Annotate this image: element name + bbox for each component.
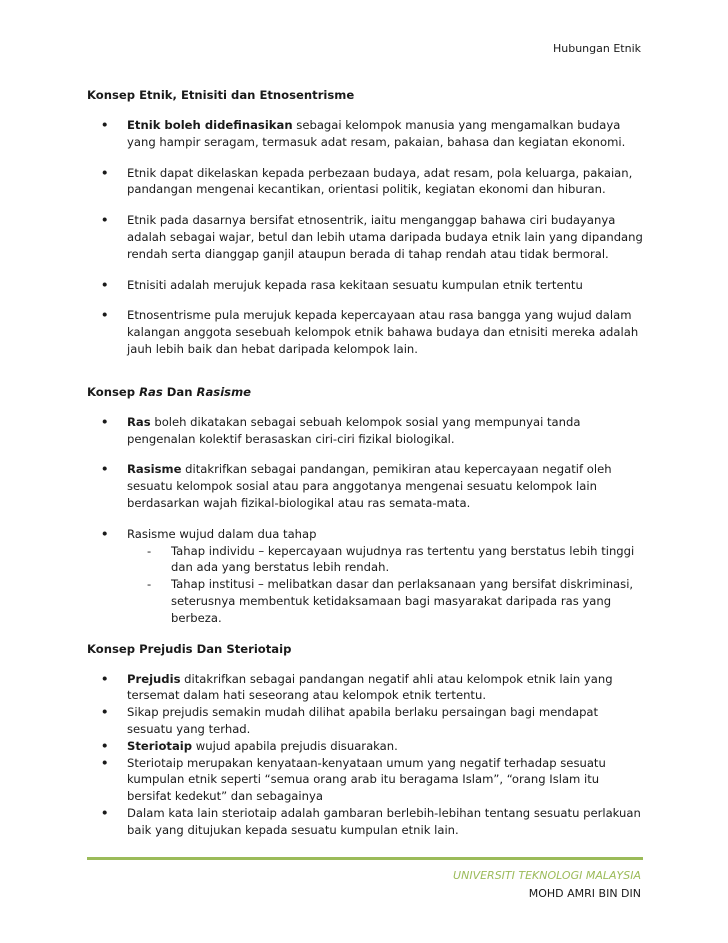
list-item: • Rasisme wujud dalam dua tahap - Tahap individu – kepercayaan wujudnya ras tertentu yang berstatus lebih tinggi dan ada yang berstatus lebih rendah. - Tahap institusi – melibatkan dasar dan perlaksanaan yang bersifat diskriminasi, seterusnya membentuk ketidaksamaan bagi masyarakat daripada ras yang berbeza. xyxy=(87,526,647,627)
list-item: • Etnik dapat dikelaskan kepada perbezaan budaya, adat resam, pola keluarga, pakaian, pandangan mengenai kecantikan, orientasi politik, kegiatan ekonomi dan hiburan. xyxy=(87,165,647,199)
rasisme-sublist xyxy=(127,543,647,627)
list-item: • Etnosentrisme pula merujuk kepada kepercayaan atau rasa bangga yang wujud dalam kalangan anggota sesebuah kelompok etnik bahawa budaya dan etnisiti mereka adalah jauh lebih baik dan hebat daripada kelompok lain. xyxy=(87,307,647,357)
list-item: • Etnik boleh didefinasikan sebagai kelompok manusia yang mengamalkan budaya yang hampir seragam, termasuk adat resam, pakaian, bahasa dan kegiatan ekonomi. xyxy=(87,117,647,151)
sub-list-item: - Tahap individu – kepercayaan wujudnya ras tertentu yang berstatus lebih tinggi dan ada yang berstatus lebih rendah. xyxy=(127,543,647,577)
section-title-etnik: Konsep Etnik, Etnisiti dan Etnosentrisme xyxy=(87,88,355,102)
list-item: • Etnik pada dasarnya bersifat etnosentrik, iaitu menganggap bahawa ciri budayanya adalah sebagai wajar, betul dan lebih utama daripada budaya etnik lain yang dipandang rendah serta dianggap ganjil ataupun berada di tahap rendah atau tidak bermoral. xyxy=(87,212,647,262)
document-body xyxy=(87,87,647,839)
section-title-ras: Konsep Ras Dan Rasisme xyxy=(87,384,252,399)
list-item: • Rasisme ditakrifkan sebagai pandangan, pemikiran atau kepercayaan negatif oleh sesuatu kelompok sosial atau para anggotanya mengenai sesuatu kelompok lain berdasarkan wajah fizikal-biologikal atau ras semata-mata. xyxy=(87,461,647,511)
list-item: • Ras boleh dikatakan sebagai sebuah kelompok sosial yang mempunyai tanda pengenalan kolektif berasaskan ciri-ciri fizikal biologikal. xyxy=(87,414,647,448)
list-item: • Steriotaip wujud apabila prejudis disuarakan. xyxy=(87,738,647,755)
list-item: • Etnisiti adalah merujuk kepada rasa kekitaan sesuatu kumpulan etnik tertentu xyxy=(87,277,647,294)
footer-university: UNIVERSITI TEKNOLOGI MALAYSIA xyxy=(453,869,641,882)
page-header: Hubungan Etnik xyxy=(552,42,641,55)
list-item: • Prejudis ditakrifkan sebagai pandangan negatif ahli atau kelompok etnik lain yang tersemat dalam hati seseorang atau kelompok etnik tertentu. xyxy=(87,671,647,705)
footer-author: MOHD AMRI BIN DIN xyxy=(528,887,641,900)
etnik-list xyxy=(87,117,647,358)
list-item: • Steriotaip merupakan kenyataan-kenyataan umum yang negatif terhadap sesuatu kumpulan etnik seperti “semua orang arab itu beragama Islam”, “orang Islam itu bersifat kedekut” dan sebagainya xyxy=(87,755,647,805)
list-item: • Sikap prejudis semakin mudah dilihat apabila berlaku persaingan bagi mendapat sesuatu yang terhad. xyxy=(87,704,647,738)
list-item: • Dalam kata lain steriotaip adalah gambaran berlebih-lebihan tentang sesuatu perlakuan baik yang ditujukan kepada sesuatu kumpulan etnik lain. xyxy=(87,805,647,839)
prejudis-list xyxy=(87,671,647,839)
footer-divider xyxy=(87,857,643,860)
ras-list xyxy=(87,414,647,627)
section-title-prejudis: Konsep Prejudis Dan Steriotaip xyxy=(87,641,292,656)
sub-list-item: - Tahap institusi – melibatkan dasar dan perlaksanaan yang bersifat diskriminasi, seterusnya membentuk ketidaksamaan bagi masyarakat daripada ras yang berbeza. xyxy=(127,576,647,626)
